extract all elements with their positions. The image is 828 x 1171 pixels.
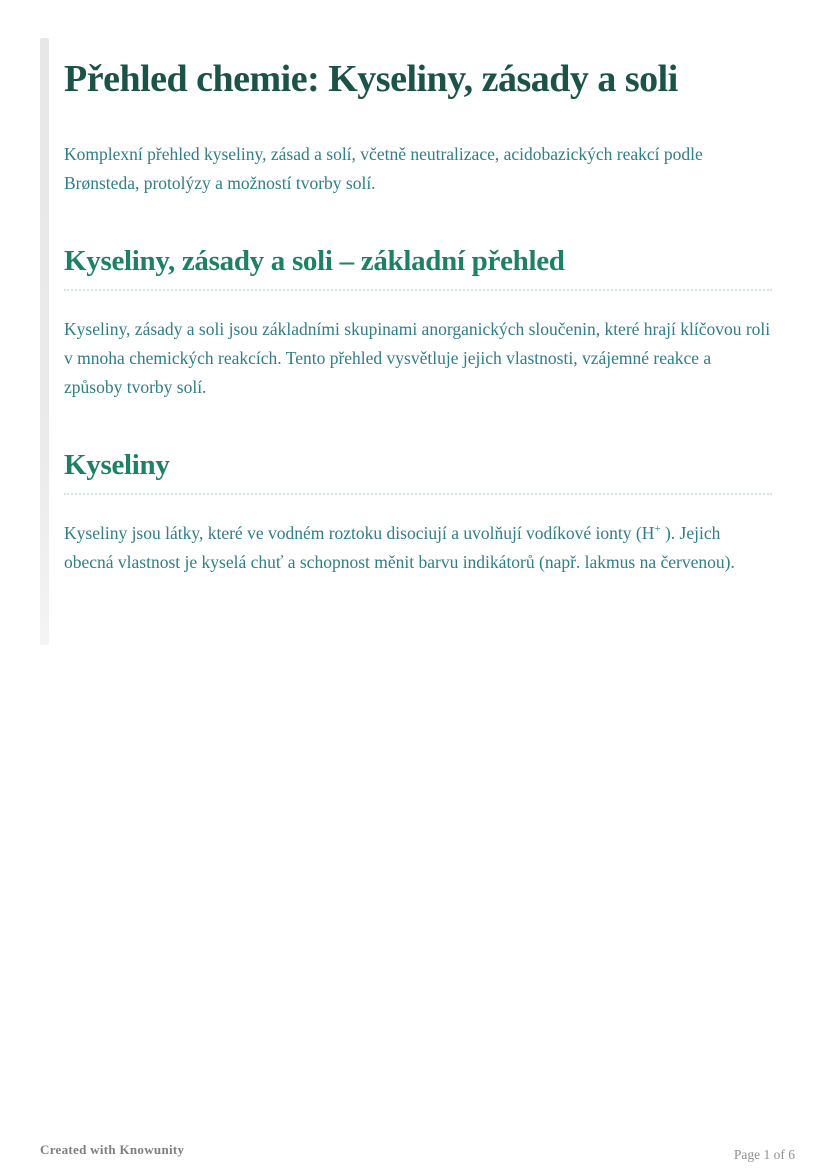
kyseliny-text-after-ion: ). Jejich obecná vlastnost je kyselá chuť a schopnost měnit barvu indikátorů (např. lakmus na červenou). [64,522,735,572]
kyseliny-text-before-ion: Kyseliny jsou látky, které ve vodném roztoku disociují a uvolňují vodíkové ionty (H [64,522,655,543]
footer-created-with-label: Created with Knowunity [40,1142,185,1157]
section-heading-overview: Kyseliny, zásady a soli – základní přehled [64,244,772,291]
section-body-overview: Kyseliny, zásady a soli jsou základními skupinami anorganických sloučenin, které hrají klíčovou roli v mnoha chemických reakcích. Tento přehled vysvětluje jejich vlastnosti, vzájemné reakce a způsoby tvorby solí. [64,318,771,397]
page-title: Přehled chemie: Kyseliny, zásady a soli [64,58,678,100]
left-accent-bar [40,38,49,645]
section-body-kyseliny [64,519,772,577]
section-heading-kyseliny: Kyseliny [64,448,772,495]
footer-page-number: Page 1 of 6 [733,1147,795,1162]
intro-paragraph: Komplexní přehled kyseliny, zásad a solí, včetně neutralizace, acidobazických reakcí podle Brønsteda, protolýzy a možností tvorby solí. [64,143,703,193]
document-content [64,0,772,577]
hydrogen-ion-superscript: + [654,522,661,535]
